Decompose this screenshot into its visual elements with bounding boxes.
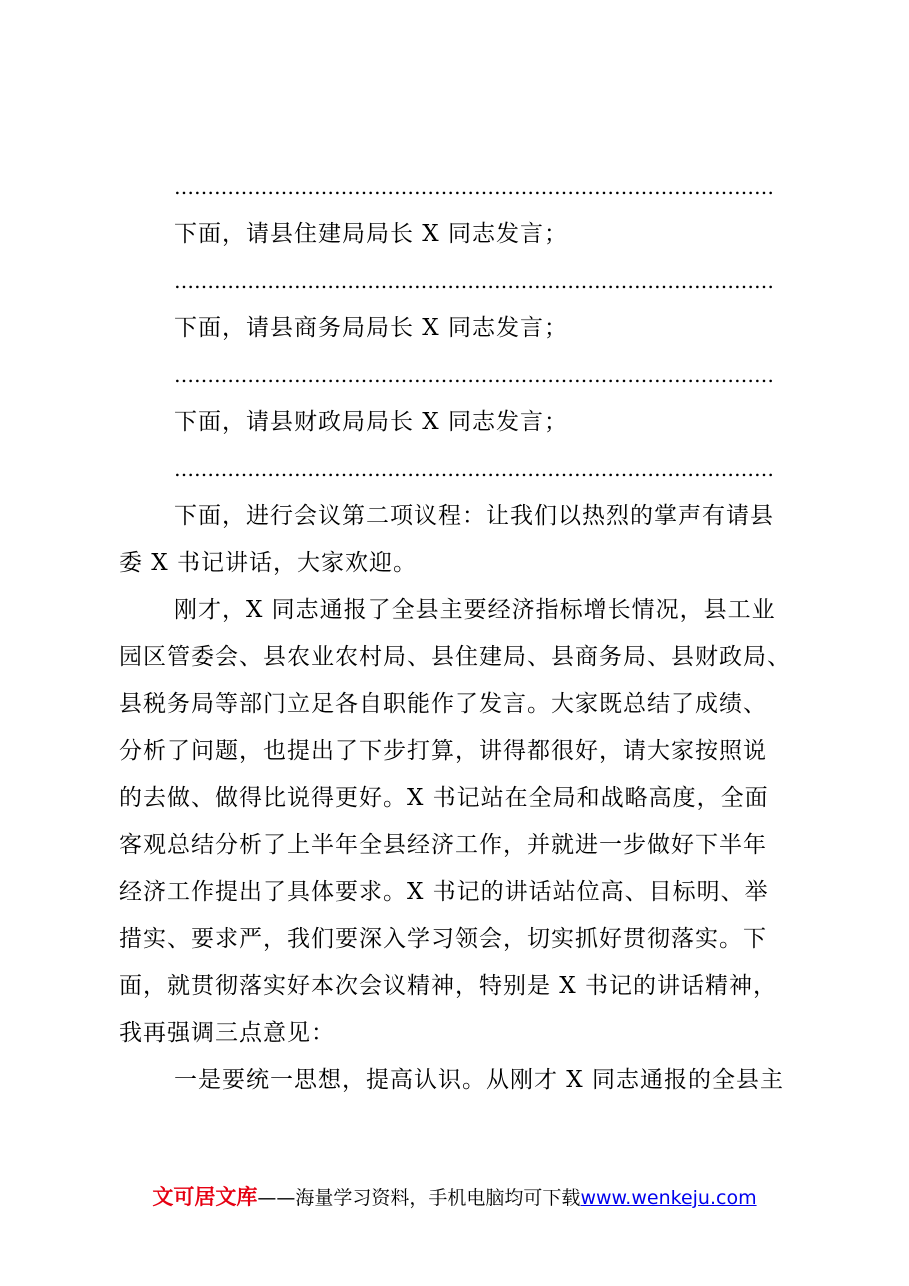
ellipsis-line: ………………………………………………………………………………	[174, 363, 774, 387]
paragraph-line: 客观总结分析了上半年全县经济工作，并就进一步做好下半年	[119, 832, 767, 858]
ellipsis-line: ………………………………………………………………………………	[174, 175, 774, 199]
paragraph-line: 园区管委会、县农业农村局、县住建局、县商务局、县财政局、	[119, 644, 791, 670]
paragraph-line: 刚才，X 同志通报了全县主要经济指标增长情况，县工业	[174, 597, 776, 623]
paragraph-line: 下面，请县住建局局长 X 同志发言；	[174, 221, 568, 247]
ellipsis-line: ………………………………………………………………………………	[174, 457, 774, 481]
footer-tagline: ——海量学习资料，手机电脑均可下载	[257, 1187, 581, 1209]
ellipsis-line: ………………………………………………………………………………	[174, 269, 774, 293]
paragraph-line: 县税务局等部门立足各自职能作了发言。大家既总结了成绩、	[119, 691, 767, 717]
paragraph-line: 下面，进行会议第二项议程：让我们以热烈的掌声有请县	[174, 503, 774, 529]
paragraph-line: 的去做、做得比说得更好。X 书记站在全局和战略高度，全面	[119, 785, 769, 811]
paragraph-line: 措实、要求严，我们要深入学习领会，切实抓好贯彻落实。下	[119, 926, 767, 952]
document-body	[119, 164, 805, 1104]
paragraph-line: 下面，请县商务局局长 X 同志发言；	[174, 315, 568, 341]
footer-banner	[0, 1181, 909, 1211]
paragraph-line: 面，就贯彻落实好本次会议精神，特别是 X 书记的讲话精神，	[119, 973, 777, 999]
paragraph-line: 经济工作提出了具体要求。X 书记的讲话站位高、目标明、举	[119, 879, 769, 905]
paragraph-line: 委 X 书记讲话，大家欢迎。	[119, 550, 417, 576]
paragraph-line: 我再强调三点意见：	[119, 1020, 335, 1046]
paragraph-line: 下面，请县财政局局长 X 同志发言；	[174, 409, 568, 435]
paragraph-line: 分析了问题，也提出了下步打算，讲得都很好，请大家按照说	[119, 738, 767, 764]
brand-name: 文可居文库	[152, 1185, 258, 1209]
website-link[interactable]: www.wenkeju.com	[580, 1187, 757, 1209]
paragraph-line: 一是要统一思想，提高认识。从刚才 X 同志通报的全县主	[174, 1067, 784, 1093]
